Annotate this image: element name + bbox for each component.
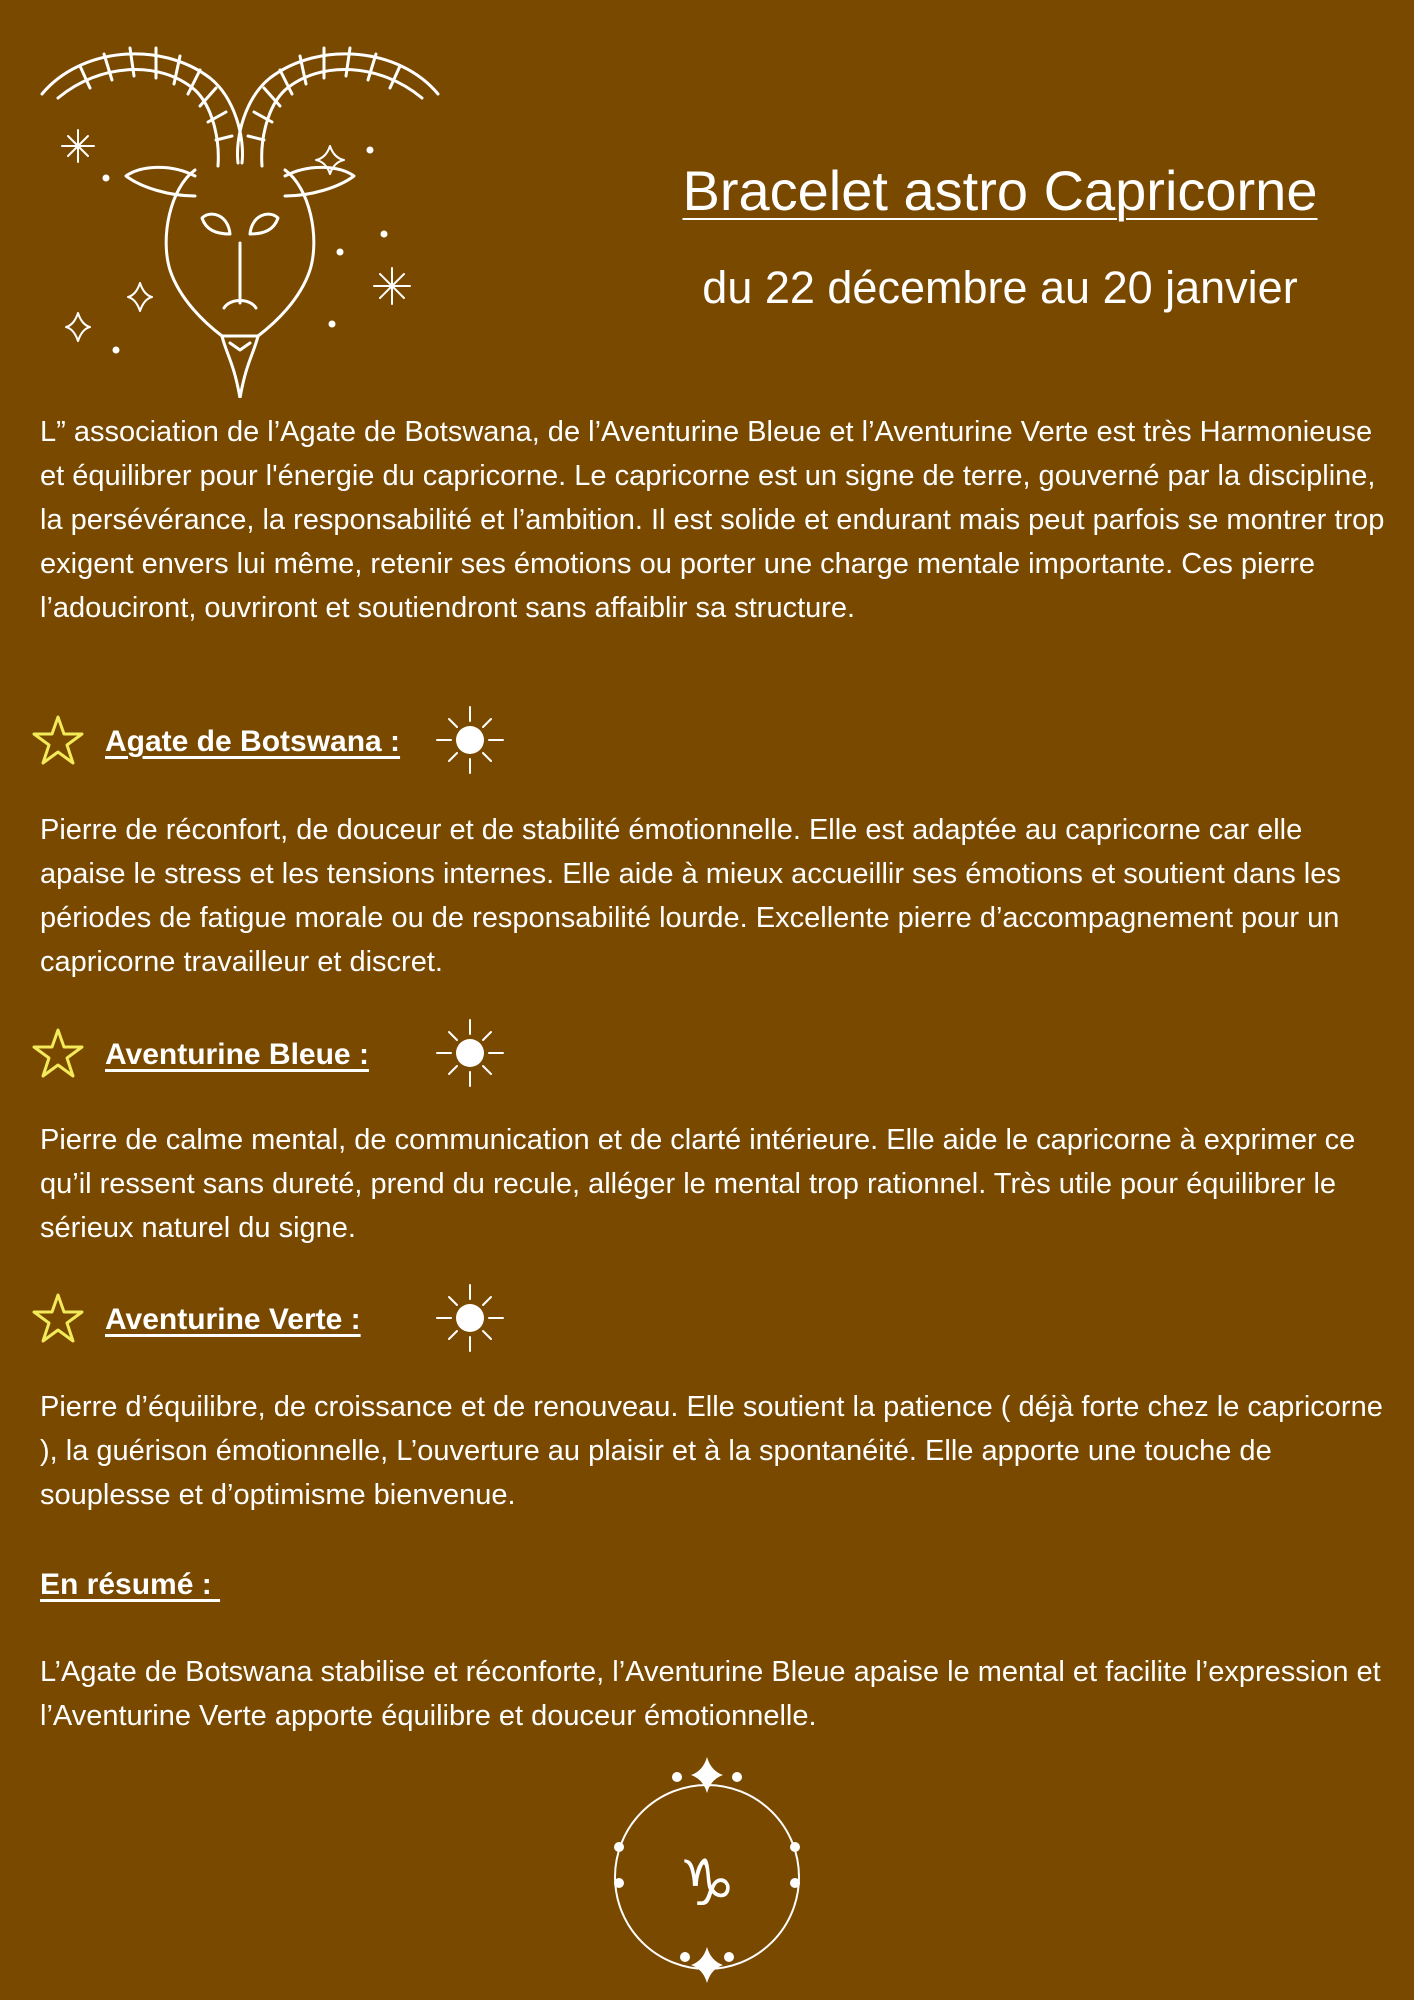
- section-heading: Agate de Botswana :: [105, 725, 401, 758]
- sun-icon: [435, 1018, 505, 1088]
- capricorn-glyph-icon: [602, 1755, 812, 1985]
- sun-icon: [435, 1283, 505, 1353]
- yellow-star-icon: [30, 1026, 86, 1082]
- page-title: Bracelet astro Capricorne: [682, 159, 1318, 222]
- summary-text: L’Agate de Botswana stabilise et réconforte, l’Aventurine Bleue apaise le mental et facilite l’expression et l’Aventurine Verte apporte équilibre et douceur émotionnelle.: [40, 1656, 1381, 1732]
- section-header-verte: [30, 1283, 630, 1353]
- date-range: du 22 décembre au 20 janvier: [702, 262, 1298, 313]
- capricorn-goat-icon: [30, 38, 450, 398]
- yellow-star-icon: [30, 713, 86, 769]
- section-heading: Aventurine Verte :: [105, 1303, 361, 1336]
- section-text: Pierre de calme mental, de communication et de clarté intérieure. Elle aide le capricorne à exprimer ce qu’il ressent sans dureté, prend du recule, alléger le mental trop rationnel. Très utile pour équilibrer le sérieux naturel du signe.: [40, 1124, 1356, 1244]
- section-header-bleue: [30, 1018, 630, 1088]
- section-text: Pierre de réconfort, de douceur et de stabilité émotionnelle. Elle est adaptée au capricorne car elle apaise le stress et les tensions internes. Elle aide à mieux accueillir ses émotions et soutient dans les périodes de fatigue morale ou de responsabilité lourde. Excellente pierre d’accompagnement pour un capricorne travailleur et discret.: [40, 814, 1341, 978]
- section-header-agate: [30, 705, 630, 775]
- yellow-star-icon: [30, 1291, 86, 1347]
- section-text: Pierre d’équilibre, de croissance et de renouveau. Elle soutient la patience ( déjà forte chez le capricorne ), la guérison émotionnelle, L’ouverture au plaisir et à la spontanéité. Elle apporte une touche de souplesse et d’optimisme bienvenue.: [40, 1391, 1383, 1511]
- summary-heading: En résumé :: [40, 1568, 221, 1601]
- intro-paragraph: L” association de l’Agate de Botswana, de l’Aventurine Bleue et l’Aventurine Verte est très Harmonieuse et équilibrer pour l'énergie du capricorne. Le capricorne est un signe de terre, gouverné par la discipline, la persévérance, la responsabilité et l’ambition. Il est solide et endurant mais peut parfois se montrer trop exigent envers lui même, retenir ses émotions ou porter une charge mentale importante. Ces pierre l’adouciront, ouvriront et soutiendront sans affaiblir sa structure.: [40, 416, 1385, 624]
- section-heading: Aventurine Bleue :: [105, 1038, 369, 1071]
- capricorn-glyph: ♑: [678, 1847, 736, 1921]
- sun-icon: [435, 705, 505, 775]
